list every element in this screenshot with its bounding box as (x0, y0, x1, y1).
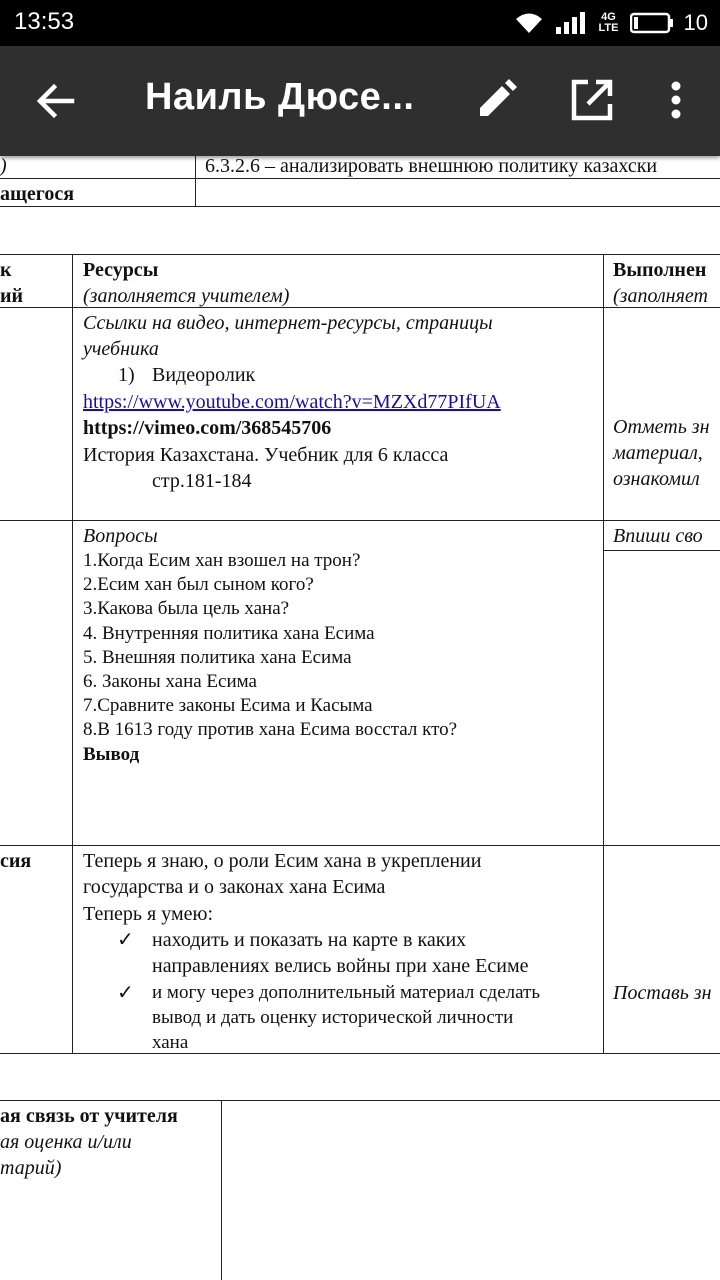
reflection-text: Теперь я знаю, о роли Есим хана в укреплении (83, 850, 482, 872)
top-table-cell: ащегося (0, 183, 75, 205)
question-item: 4. Внутренняя политика хана Есима (83, 623, 375, 644)
reflection-cell: сия (0, 850, 32, 872)
completion-header: Выполнен (613, 259, 707, 281)
question-item: 7.Сравните законы Есима и Касыма (83, 695, 373, 716)
skill-item: находить и показать на карте в каких (152, 929, 467, 951)
battery-level: 10 (683, 10, 708, 35)
links-intro: Ссылки на видео, интернет-ресурсы, страницы (83, 312, 493, 334)
skill-item: вывод и дать оценку исторической личности (152, 1007, 514, 1028)
questions-title: Вопросы (83, 525, 158, 547)
question-item: 6. Законы хана Есима (83, 671, 257, 692)
table-border (195, 156, 196, 206)
list-item: Видеоролик (152, 364, 256, 386)
reflection-text: государства и о законах хана Есима (83, 876, 386, 898)
completion-subheader: (заполняет (613, 285, 708, 307)
question-item: 1.Когда Есим хан взошел на трон? (83, 550, 361, 571)
list-number: 1) (118, 364, 135, 386)
textbook-reference: История Казахстана. Учебник для 6 класса (83, 444, 449, 466)
question-item: 3.Какова была цель хана? (83, 598, 290, 619)
arrow-back-icon[interactable] (34, 79, 78, 123)
wifi-icon (514, 11, 544, 35)
table-border (603, 254, 604, 1054)
table-border (221, 1100, 222, 1280)
signal-icon (554, 11, 588, 35)
check-mark-icon: ✓ (117, 927, 134, 951)
feedback-header: тарий) (0, 1157, 62, 1179)
table-border (0, 520, 720, 521)
conclusion-label: Вывод (83, 744, 140, 765)
table-border (72, 254, 73, 1054)
table-border (0, 206, 720, 207)
table-border (0, 254, 720, 255)
more-vert-icon[interactable] (660, 76, 692, 124)
resources-subheader: (заполняется учителем) (83, 285, 290, 307)
table-border (0, 1053, 720, 1054)
table-border (0, 1100, 720, 1101)
resources-header: Ресурсы (83, 259, 159, 281)
question-item: 8.В 1613 году против хана Есима восстал кто? (83, 719, 458, 740)
youtube-link[interactable]: https://www.youtube.com/watch?v=MZXd77PIfUA (83, 391, 501, 413)
vimeo-link[interactable]: https://vimeo.com/368545706 (83, 417, 332, 439)
table-border (603, 550, 720, 551)
app-bar (0, 46, 720, 156)
open-external-icon[interactable] (568, 76, 616, 124)
header-cell: к (0, 259, 12, 281)
skill-item: и могу через дополнительный материал сделать (152, 982, 541, 1003)
skill-item: хана (152, 1032, 189, 1053)
pencil-icon[interactable] (472, 76, 520, 124)
feedback-header: ая оценка и/или (0, 1131, 132, 1153)
links-intro: учебника (83, 338, 159, 360)
question-item: 5. Внешняя политика хана Есима (83, 647, 352, 668)
network-type: 4G LTE (598, 11, 619, 34)
completion-note: материал, (613, 442, 703, 464)
status-time: 13:53 (14, 8, 75, 35)
header-cell: ий (0, 285, 24, 307)
battery-icon (630, 12, 674, 34)
completion-note: Впиши сво (613, 525, 703, 547)
status-icons (514, 8, 708, 38)
textbook-pages: стр.181-184 (152, 470, 252, 492)
skill-item: направлениях велись войны при хане Есиме (152, 955, 529, 977)
learning-objective: 6.3.2.6 – анализировать внешнюю политику казахски (205, 156, 658, 177)
completion-note: Отметь зн (613, 416, 710, 438)
question-item: 2.Есим хан был сыном кого? (83, 574, 314, 595)
document-page[interactable] (0, 156, 720, 1280)
completion-note: ознакомил (613, 468, 700, 490)
top-table-cell: ) (0, 156, 7, 177)
document-title: Наиль Дюсе... (145, 76, 415, 118)
status-bar (0, 0, 720, 46)
completion-note: Поставь зн (613, 982, 712, 1004)
reflection-text: Теперь я умею: (83, 903, 213, 925)
table-border (0, 845, 720, 846)
feedback-header: ая связь от учителя (0, 1105, 178, 1127)
check-mark-icon: ✓ (117, 980, 134, 1004)
